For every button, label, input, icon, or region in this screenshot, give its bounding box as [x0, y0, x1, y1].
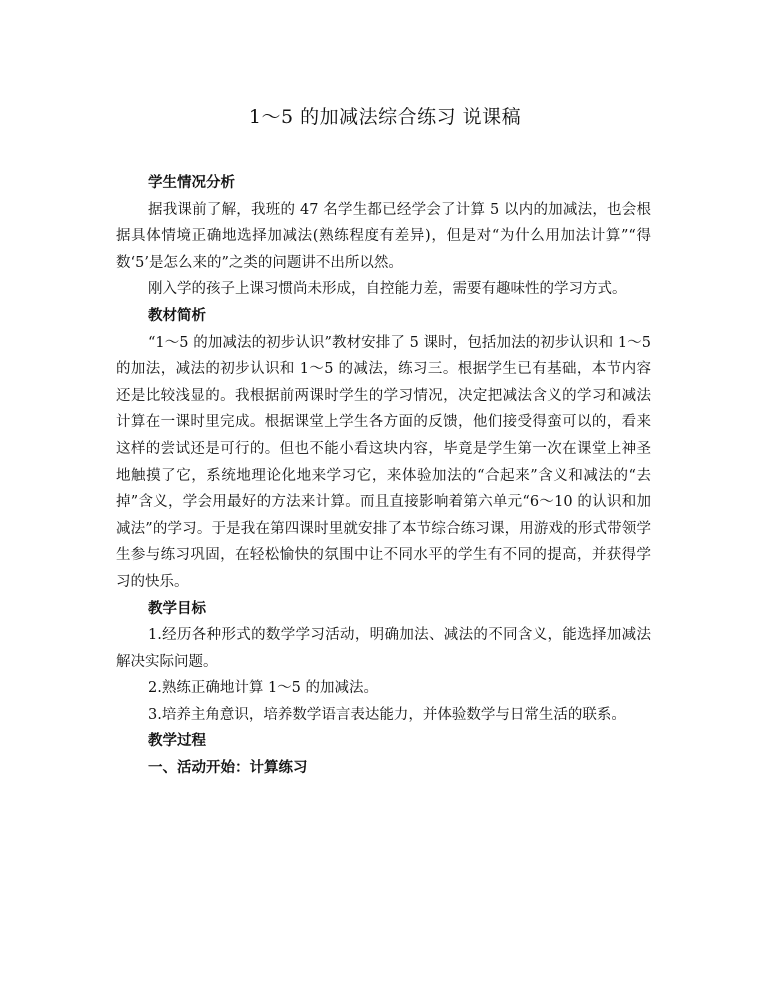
paragraph: “1～5 的加减法的初步认识”教材安排了 5 课时，包括加法的初步认识和 1～5 的加法，减法的初步认识和 1～5 的减法，练习三。根据学生已有基础，本节内容还是比较浅显的。我根据前两课时学生的学习情况，决定把减法含义的学习和减法计算在一课时里完成。根据课堂上学生各方面的反馈，他们接受得蛮可以的，看来这样的尝试还是可行的。但也不能小看这块内容，毕竟是学生第一次在课堂上神圣地触摸了它，系统地理论化地来学习它，来体验加法的“合起来”含义和减法的“去掉”含义，学会用最好的方法来计算。而且直接影响着第六单元“6～10 的认识和加减法”的学习。于是我在第四课时里就安排了本节综合练习课，用游戏的形式带领学生参与练习巩固，在轻松愉快的氛围中让不同水平的学生有不同的提高，并获得学习的快乐。 [116, 334, 651, 590]
section-heading-textbook-analysis: 教材简析 [148, 306, 206, 324]
paragraph: 据我课前了解，我班的 47 名学生都已经学会了计算 5 以内的加减法，也会根据具体情境正确地选择加减法(熟练程度有差异)，但是对“为什么用加法计算”“得数‘5’是怎么来的”之类的问题讲不出所以然。 [116, 201, 651, 271]
paragraph: 1.经历各种形式的数学学习活动，明确加法、减法的不同含义，能选择加减法解决实际问题。 [116, 627, 651, 670]
paragraph: 3.培养主角意识，培养数学语言表达能力，并体验数学与日常生活的联系。 [148, 706, 626, 723]
paragraph: 2.熟练正确地计算 1～5 的加减法。 [148, 680, 379, 697]
section-heading-teaching-goals: 教学目标 [148, 599, 206, 617]
document-title: 1～5 的加减法综合练习 说课稿 [248, 106, 522, 128]
paragraph: 刚入学的孩子上课习惯尚未形成，自控能力差，需要有趣味性的学习方式。 [148, 281, 627, 298]
section-heading-student-analysis: 学生情况分析 [148, 174, 235, 191]
section-heading-teaching-process: 教学过程 [148, 732, 206, 750]
document-body [116, 170, 651, 782]
section-heading-activity-start: 一、活动开始：计算练习 [148, 759, 308, 777]
